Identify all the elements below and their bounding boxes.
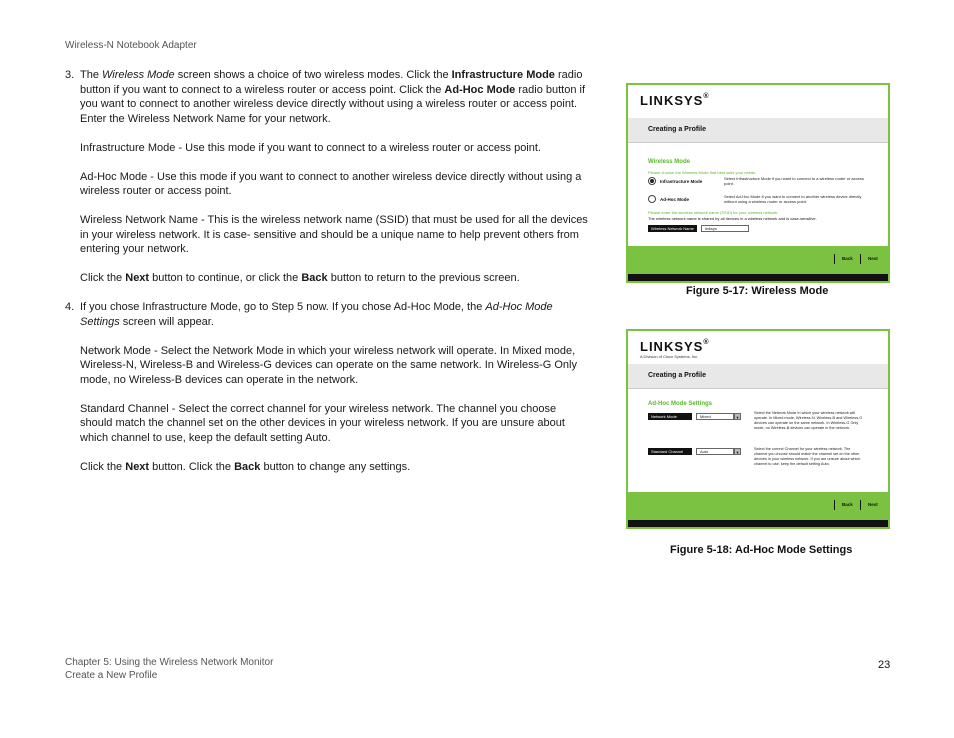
footer-section: Create a New Profile	[65, 669, 158, 681]
separator	[834, 500, 835, 510]
linksys-logo: LINKSYS®	[640, 93, 710, 108]
step-4-intro: If you chose Infrastructure Mode, go to Step 5 now. If you chose Ad-Hoc Mode, the Ad-Hoc Mode Settings screen will appear.	[80, 301, 553, 328]
page-footer	[65, 657, 273, 682]
step-4	[65, 300, 590, 474]
network-mode-select[interactable]: Mixed	[696, 413, 734, 420]
section-title: Ad-Hoc Mode Settings	[648, 401, 712, 407]
standard-channel-select[interactable]: Auto	[696, 448, 734, 455]
footer-bar	[628, 274, 888, 281]
ssid-shared-text: The wireless network name is shared by all devices in a wireless network and is case-sensitive.	[648, 216, 817, 221]
footer-bar	[628, 520, 888, 527]
chevron-down-icon[interactable]: ▼	[735, 450, 740, 455]
figure-caption: Figure 5-18: Ad-Hoc Mode Settings	[670, 544, 853, 556]
ssid-input[interactable]: linksys	[701, 225, 749, 232]
network-mode-field	[648, 413, 741, 420]
step-3-intro: The Wireless Mode screen shows a choice of two wireless modes. Click the Infrastructure Mode radio button if you want to connect to a wireless router or access point. Click the Ad-Hoc Mode radio button if you want to connect to another wireless device directly without using a wireless router or access point. Enter the Wireless Network Name for your network.	[80, 69, 586, 125]
network-mode-help: Select the Network Mode in which your wireless network will operate. In Mixed mode, Wireless-N, Wireless-B and Wireless-G devices can operate on the same network. In Wireless-G Only mode, no Wireless-B devices can operate in the network.	[754, 411, 863, 430]
separator	[860, 254, 861, 264]
screen-content	[628, 143, 888, 247]
section-title: Wireless Mode	[648, 159, 690, 165]
title-band: Creating a Profile	[628, 364, 888, 389]
figure-caption: Figure 5-17: Wireless Mode	[686, 285, 829, 297]
infrastructure-desc: Select Infrastructure Mode if you want to connect to a wireless router or access point.	[724, 176, 864, 186]
figure-adhoc-settings	[626, 329, 890, 529]
network-mode-desc: Network Mode - Select the Network Mode in which your wireless network will operate. In Mixed mode, Wireless-N, Wireless-B and Wireless-G devices can operate on the same network. In Wireless-G Only mode, no Wireless-B devices can operate in the network.	[80, 344, 577, 386]
body-text	[65, 68, 590, 489]
title-band: Creating a Profile	[628, 118, 888, 143]
infrastructure-mode-desc: Infrastructure Mode - Use this mode if you want to connect to a wireless router or access point.	[80, 141, 541, 154]
page-number: 23	[878, 659, 891, 671]
network-mode-label: Network Mode	[648, 413, 692, 420]
ssid-field	[648, 225, 749, 232]
step-4-click: Click the Next button. Click the Back button to change any settings.	[80, 460, 411, 473]
ssid-label: Wireless Network Name	[648, 225, 697, 232]
step-3-click: Click the Next button to continue, or click the Back button to return to the previous screen.	[80, 272, 520, 284]
standard-channel-field	[648, 448, 741, 455]
logo-subtitle: A Division of Cisco Systems, Inc.	[640, 354, 699, 359]
logo-area	[628, 331, 888, 364]
chevron-down-icon[interactable]: ▼	[735, 415, 740, 420]
standard-channel-label: Standard Channel	[648, 448, 692, 455]
separator	[860, 500, 861, 510]
running-header: Wireless-N Notebook Adapter	[65, 40, 197, 51]
network-name-desc: Wireless Network Name - This is the wireless network name (SSID) that must be used for all the devices in your wireless network. It is case- sensitive and should be a unique name to help prevent others from entering your network.	[80, 214, 588, 255]
choose-text: Please choose the Wireless Mode that best suits your needs.	[648, 170, 757, 175]
footer-chapter: Chapter 5: Using the Wireless Network Monitor	[65, 657, 274, 668]
button-bar	[628, 246, 888, 274]
adhoc-radio[interactable]	[648, 195, 656, 203]
next-button[interactable]: Next	[868, 502, 878, 507]
standard-channel-desc: Standard Channel - Select the correct channel for your wireless network. The channel you choose should match the channel set on the other devices in your wireless network. If you are unsure about which channel to use, keep the default setting Auto.	[80, 402, 565, 444]
figure-wireless-mode	[626, 83, 890, 283]
standard-channel-help: Select the correct Channel for your wireless network. The channel you choose should match the channel set on the other devices in your wireless network. If you are unsure about which channel to use, keep the default setting Auto.	[754, 447, 861, 466]
step-number: 4.	[65, 301, 75, 313]
linksys-logo: LINKSYS®	[640, 339, 710, 354]
adhoc-mode-desc: Ad-Hoc Mode - Use this mode if you want to connect to another wireless device directly without using a wireless router or access point.	[80, 170, 582, 197]
infrastructure-radio[interactable]	[648, 177, 656, 185]
separator	[834, 254, 835, 264]
infrastructure-label: Infrastructure Mode	[660, 179, 703, 184]
adhoc-label: Ad-Hoc Mode	[660, 197, 689, 202]
screen-content	[628, 389, 888, 493]
back-button[interactable]: Back	[842, 502, 853, 507]
logo-area	[628, 85, 888, 118]
adhoc-desc: Select Ad-Hoc Mode if you want to connect to another wireless device directly without using a wireless router or access point.	[724, 194, 862, 204]
step-3	[65, 68, 590, 286]
next-button[interactable]: Next	[868, 256, 878, 261]
enter-ssid-text: Please enter the wireless network name (SSID) for your wireless network.	[648, 210, 779, 215]
step-number: 3.	[65, 69, 75, 81]
back-button[interactable]: Back	[842, 256, 853, 261]
button-bar	[628, 492, 888, 520]
